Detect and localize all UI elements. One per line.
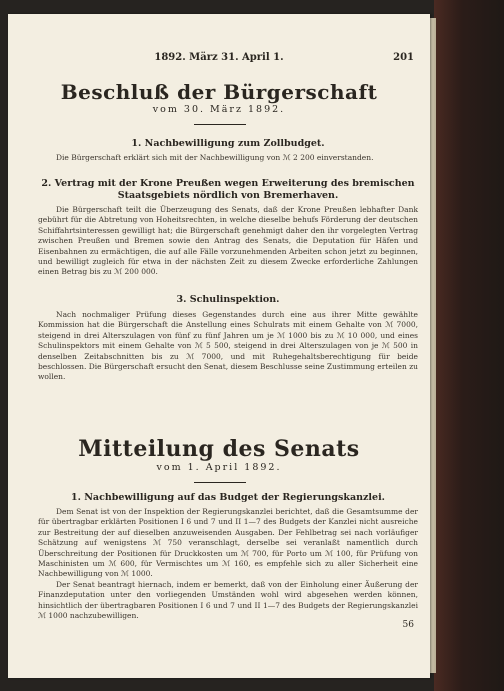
- section2-subtitle: vom 1. April 1892.: [156, 462, 282, 473]
- divider: [194, 482, 246, 483]
- running-header: [8, 52, 430, 66]
- section1-subtitle: vom 30. März 1892.: [152, 104, 286, 115]
- item-text: Dem Senat ist von der Inspektion der Regierungskanzlei berichtet, daß die Gesamtsumme der für übertragbar erklärten Positionen I 6 und 7 und II 1—7 des Budgets der Kanzlei nicht ausreiche zur Bestreitung der auf dieselben anzuweisenden Ausgaben. Der Fehlbetrag sei nach vorläufiger Schätzung auf wenigstens ℳ 750 veranschlagt, derselbe sei veranlaßt namentlich durch Überschreitung der Positionen für Druckkosten um ℳ 700, für Porto um ℳ 100, für Prüfung von Maschinisten um ℳ 600, für Vermischtes um ℳ 160, es empfehle sich zu aller Sicherheit eine Nachbewilligung von ℳ 1000.: [38, 507, 418, 579]
- folio-number: 56: [402, 620, 414, 630]
- header-date: 1892. März 31. April 1.: [154, 52, 284, 63]
- item-heading: 1. Nachbewilligung zum Zollbudget.: [131, 138, 325, 149]
- page-number: 201: [393, 52, 414, 63]
- document-page: [8, 14, 430, 678]
- section1-title: Beschluß der Bürgerschaft: [60, 80, 378, 104]
- item-text: Die Bürgerschaft erklärt sich mit der Nachbewilligung von ℳ 2 200 einverstanden.: [56, 153, 374, 162]
- item-text: Der Senat beantragt hiernach, indem er bemerkt, daß von der Einholung einer Äußerung der Finanzdeputation unter den vorliegenden Umständen wohl wird abgesehen werden können, hinsichtlich der übertragbaren Positionen I 6 und 7 und II 1—7 des Budgets der Regierungskanzlei ℳ 1000 nachzubewilligen.: [38, 580, 418, 621]
- item-text: Die Bürgerschaft teilt die Überzeugung des Senats, daß der Krone Preußen lebhafter Dank gebührt für die Abtretung von Hoheitsrechten, in welche dieselbe behufs Förderung der deutschen Schiffahrtsinteressen gewilligt hat; die Bürgerschaft genehmigt daher den ihr vorgelegten Vertrag zwischen Preußen und Bremen sowie den Antrag des Senats, die Deputation für Häfen und Eisenbahnen zu ermächtigen, die auf alle Fälle vorzunehmenden Arbeiten schon jetzt zu beginnen, und bewilligt zugleich für etwa in der nächsten Zeit zu diesem Zwecke erforderliche Zahlungen einen Betrag bis zu ℳ 200 000.: [38, 205, 418, 277]
- item-heading: 3. Schulinspektion.: [176, 294, 280, 305]
- divider: [194, 124, 246, 125]
- item-heading: 2. Vertrag mit der Krone Preußen wegen Erweiterung des bremischen Staatsgebiets nördlich von Bremerhaven.: [41, 178, 415, 201]
- section2-title: Mitteilung des Senats: [78, 436, 360, 462]
- book-spine: [434, 0, 504, 691]
- item-text: Nach nochmaliger Prüfung dieses Gegenstandes durch eine aus ihrer Mitte gewählte Kommission hat die Bürgerschaft die Anstellung eines Schulrats mit einem Gehalte von ℳ 7000, steigend in drei Alterszulagen von fünf zu fünf Jahren um je ℳ 1000 bis zu ℳ 10 000, und eines Schulinspektors mit einem Gehalte von ℳ 5 500, steigend in drei Alterszulagen von je ℳ 500 in denselben Zeitabschnitten bis zu ℳ 7000, und mit Ruhegehaltsberechtigung für beide beschlossen. Die Bürgerschaft ersucht den Senat, diesem Beschlusse seine Zustimmung erteilen zu wollen.: [38, 310, 418, 382]
- item-heading: 1. Nachbewilligung auf das Budget der Regierungskanzlei.: [71, 492, 385, 503]
